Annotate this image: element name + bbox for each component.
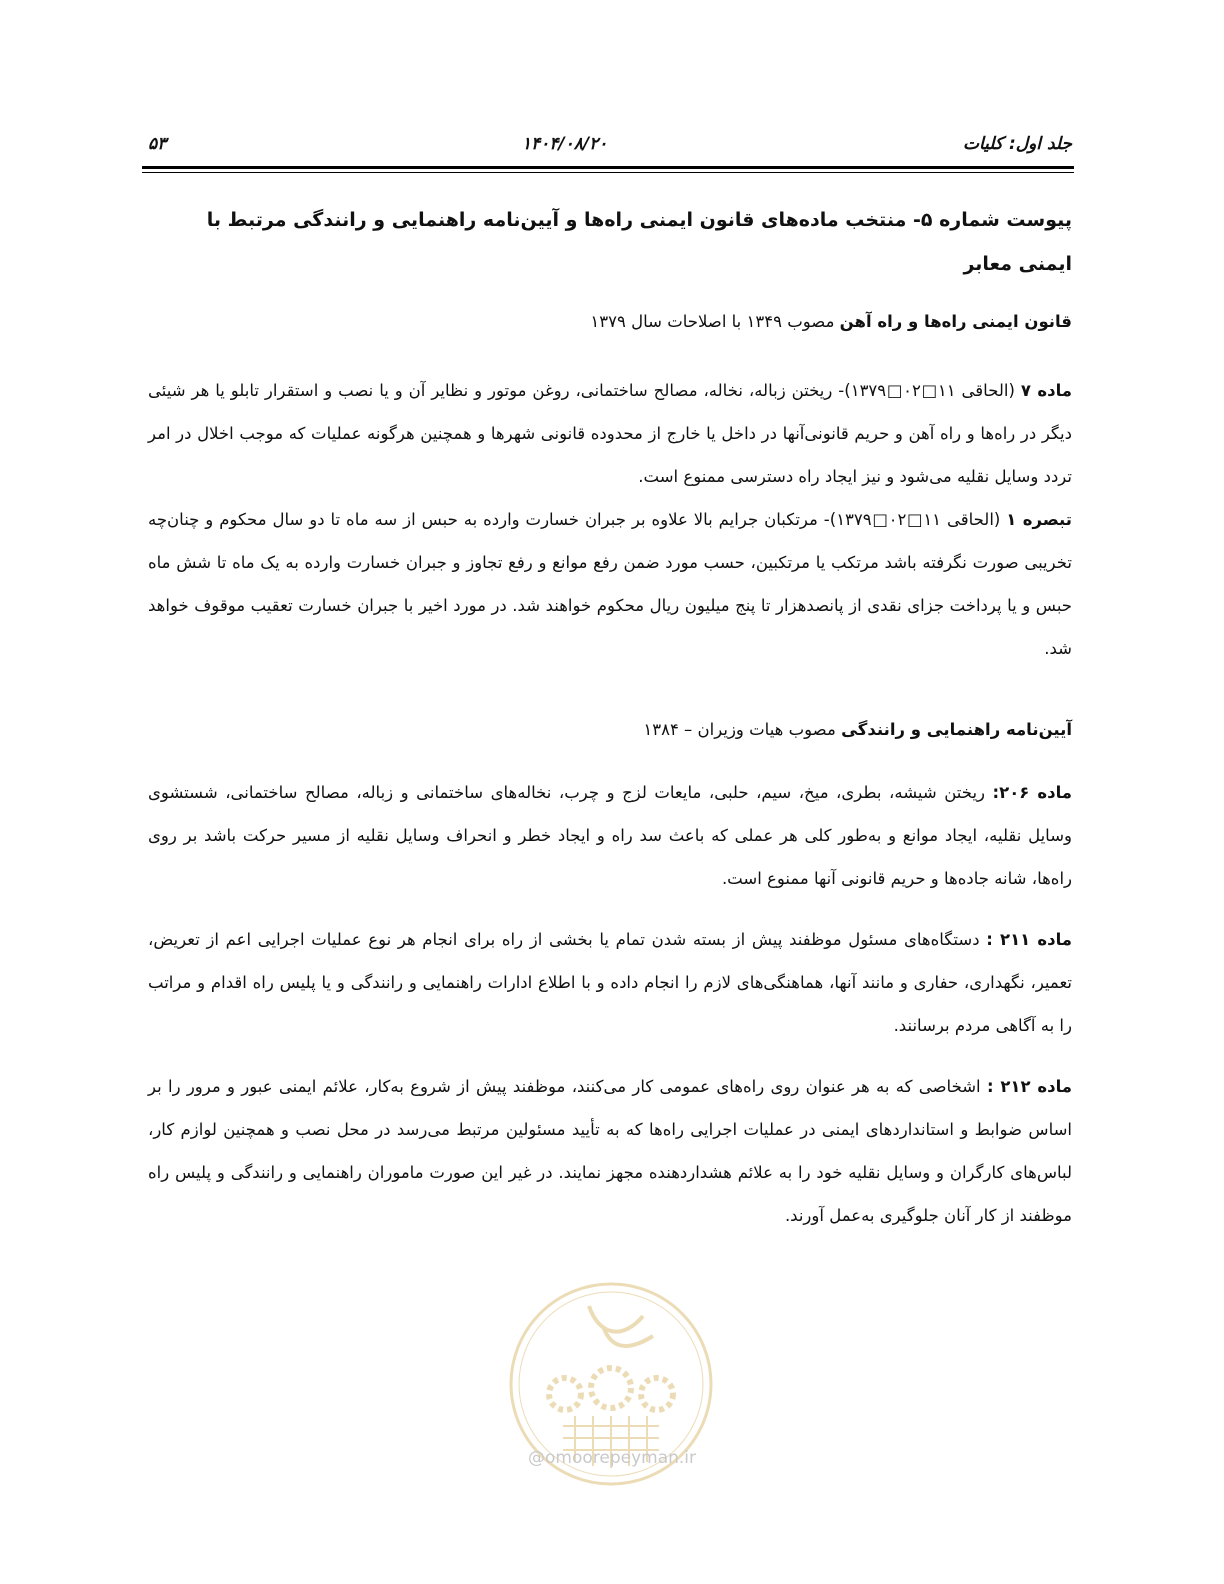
article-212: [148, 1065, 1072, 1237]
note-1-label: تبصره ۱: [1006, 510, 1072, 529]
header-rule-thick: [142, 166, 1074, 169]
law-approval: مصوب ۱۳۴۹ با اصلاحات سال ۱۳۷۹: [590, 312, 840, 331]
article-212-label: ماده ۲۱۲ :: [986, 1077, 1072, 1096]
header-rule-thin: [142, 172, 1074, 173]
note-1-text: (الحاقی ۱۱□۰۲□۱۳۷۹)- مرتکبان جرایم بالا علاوه بر جبران خسارت وارده به حبس از سه ماه تا دو سال محکوم و چنان‌چه تخریبی صورت نگرفته باشد مرتکب یا مرتکبین، حسب مورد ضمن رفع موانع و رفع تجاوز و جبران خسارت وارده به یک ماه تا شش ماه حبس و یا پرداخت جزای نقدی از پانصدهزار تا پنج میلیون ریال محکوم خواهند شد. در مورد اخیر با جبران خسارت تعقیب موقوف خواهد شد.: [148, 510, 1072, 658]
article-211: [148, 918, 1072, 1047]
appendix-title: پیوست شماره ۵- منتخب ماده‌های قانون ایمنی راه‌ها و آیین‌نامه راهنمایی و رانندگی مرتبط با ایمنی معابر: [206, 209, 1072, 275]
law-name: قانون ایمنی راه‌ها و راه آهن: [839, 312, 1072, 331]
page-number: ۵۳: [148, 134, 167, 154]
page-header: [148, 128, 1072, 160]
article-7-text: (الحاقی ۱۱□۰۲□۱۳۷۹)- ریختن زباله، نخاله، مصالح ساختمانی، روغن موتور و نظایر آن و یا نصب و استقرار تابلو یا هر شیئی دیگر در راه‌ها و راه آهن و حریم قانونی‌آنها در داخل یا خارج از محدوده قانونی شهرها و همچنین هرگونه عملیات که موجب اخلال در امر تردد وسایل نقلیه می‌شود و نیز ایجاد راه دسترسی ممنوع است.: [148, 381, 1072, 486]
article-206-label: ماده ۲۰۶:: [992, 783, 1072, 802]
article-7: [148, 369, 1072, 498]
article-7-label: ماده ۷: [1020, 381, 1072, 400]
article-212-text: اشخاصی که به هر عنوان روی راه‌های عمومی کار می‌کنند، موظفند پیش از شروع به‌کار، علائم ایمنی عبور و مرور را بر اساس ضوابط و استانداردهای ایمنی در عملیات اجرایی راه‌ها که به تأیید مسئولین مرتبط می‌رسد در محل نصب و همچنین لوازم کار، لباس‌های کارگران و وسایل نقلیه خود را به علائم هشداردهنده مجهز نمایند. در غیر این صورت ماموران راهنمایی و رانندگی و پلیس راه موظفند از کار آنان جلوگیری به‌عمل آورند.: [148, 1077, 1072, 1225]
document-body: [148, 198, 1072, 1237]
note-1: [148, 498, 1072, 670]
article-211-text: دستگاه‌های مسئول موظفند پیش از بسته شدن تمام یا بخشی از راه برای انجام هر نوع عملیات اجرایی اعم از تعریض، تعمیر، نگهداری، حفاری و مانند آنها، هماهنگی‌های لازم را انجام داده و با اطلاع ادارات راهنمایی و رانندگی و یا پلیس راه اقدام و مراتب را به آگاهی مردم برسانند.: [148, 930, 1072, 1035]
law-heading: [148, 300, 1072, 343]
article-206-text: ریختن شیشه، بطری، میخ، سیم، حلبی، مایعات لزج و چرب، نخاله‌های ساختمانی و زباله، مصالح ساختمانی، شستشوی وسایل نقلیه، ایجاد موانع و به‌طور کلی هر عملی که باعث سد راه و ایجاد خطر و انحراف وسایل نقلیه از مسیر حرکت باشد بر روی راه‌ها، شانه جاده‌ها و حریم قانونی آنها ممنوع است.: [148, 783, 1072, 888]
regulation-heading: [148, 708, 1072, 751]
regulation-name: آیین‌نامه راهنمایی و رانندگی: [841, 720, 1072, 739]
book-title: جلد اول: کلیات: [962, 134, 1072, 154]
watermark-url: @omoorepeyman.ir: [527, 1448, 697, 1468]
header-date: ۱۴۰۴/۰۸/۲۰: [521, 134, 608, 154]
regulation-approval: مصوب هیات وزیران – ۱۳۸۴: [643, 720, 842, 739]
article-211-label: ماده ۲۱۱ :: [986, 930, 1072, 949]
article-206: [148, 771, 1072, 900]
